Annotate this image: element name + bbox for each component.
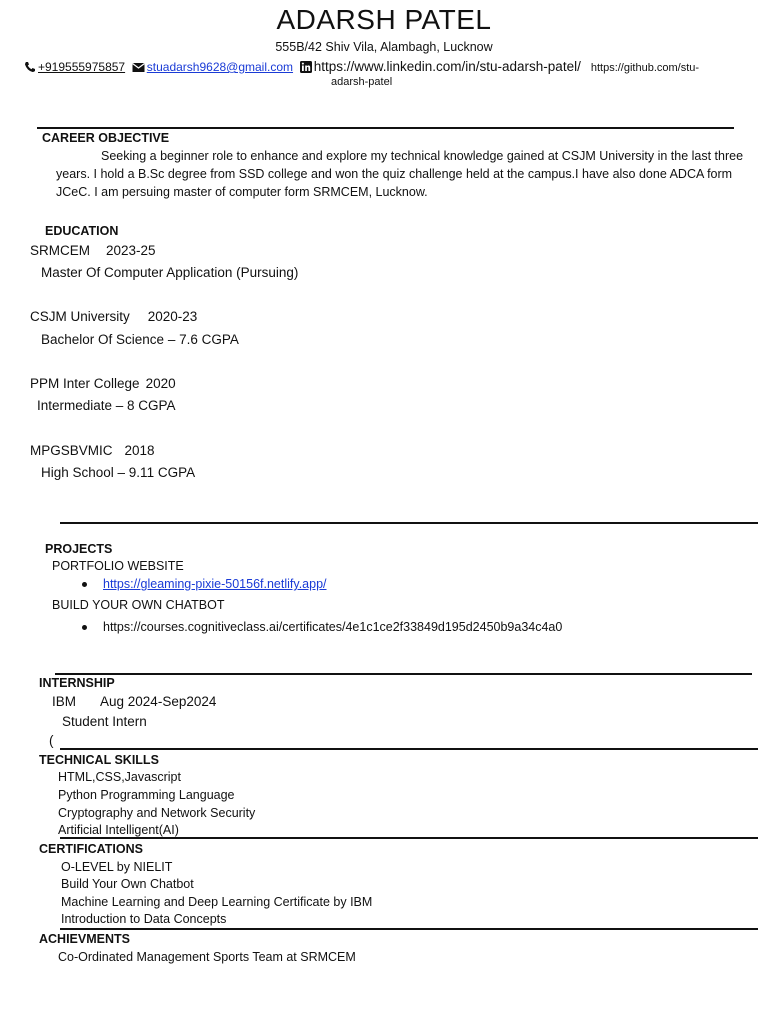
education-degree: Bachelor Of Science – 7.6 CGPA — [41, 332, 239, 347]
linkedin-link[interactable]: https://www.linkedin.com/in/stu-adarsh-patel/ — [313, 59, 581, 74]
phone-icon — [24, 61, 36, 76]
skill-item: HTML,CSS,Javascript — [58, 770, 181, 784]
education-school: MPGSBVMIC 2018 — [30, 443, 155, 458]
education-school: PPM Inter College 2020 — [30, 376, 176, 391]
divider — [60, 522, 758, 524]
contact-line — [24, 59, 699, 76]
career-text-line: JCeC. I am persuing master of computer form SRMCEM, Lucknow. — [56, 185, 428, 199]
linkedin-icon — [300, 61, 312, 76]
section-heading-projects: PROJECTS — [45, 542, 113, 556]
skill-item: Artificial Intelligent(AI) — [58, 823, 179, 837]
education-school: SRMCEM 2023-25 — [30, 243, 156, 258]
section-heading-internship: INTERNSHIP — [39, 676, 115, 690]
project-title: PORTFOLIO WEBSITE — [52, 559, 184, 573]
divider — [60, 837, 758, 839]
divider — [55, 673, 752, 675]
divider — [37, 127, 734, 129]
project-link[interactable]: https://courses.cognitiveclass.ai/certificates/4e1c1ce2f33849d195d2450b9a34c4a0 — [103, 620, 563, 634]
education-school: CSJM University 2020-23 — [30, 309, 198, 324]
skill-item: Cryptography and Network Security — [58, 806, 256, 820]
section-heading-skills: TECHNICAL SKILLS — [39, 753, 159, 767]
education-degree: Intermediate – 8 CGPA — [37, 398, 176, 413]
stray-character: ( — [49, 733, 54, 748]
internship-role: Student Intern — [62, 714, 147, 729]
certification-item: O-LEVEL by NIELIT — [61, 860, 173, 874]
divider — [60, 748, 758, 750]
career-text-line: years. I hold a B.Sc degree from SSD college and won the quiz challenge held at the campus.I have also done ADCA form — [56, 167, 733, 181]
internship-company: IBM Aug 2024-Sep2024 — [52, 694, 217, 709]
phone-link[interactable]: +919555975857 — [38, 60, 126, 74]
address: 555B/42 Shiv Vila, Alambagh, Lucknow — [275, 40, 493, 54]
github-link-continued[interactable]: adarsh-patel — [331, 76, 393, 88]
section-heading-career: CAREER OBJECTIVE — [42, 131, 170, 145]
resume-name: ADARSH PATEL — [276, 4, 492, 35]
certification-item: Introduction to Data Concepts — [61, 912, 227, 926]
project-link[interactable]: https://gleaming-pixie-50156f.netlify.app/ — [103, 577, 327, 591]
certification-item: Machine Learning and Deep Learning Certificate by IBM — [61, 895, 373, 909]
project-title: BUILD YOUR OWN CHATBOT — [52, 598, 225, 612]
github-link[interactable]: https://github.com/stu- — [590, 62, 700, 74]
achievement-item: Co-Ordinated Management Sports Team at SRMCEM — [58, 950, 356, 964]
skill-item: Python Programming Language — [58, 788, 235, 802]
education-degree: Master Of Computer Application (Pursuing) — [41, 265, 299, 280]
divider — [60, 928, 758, 930]
envelope-icon — [132, 62, 145, 76]
education-degree: High School – 9.11 CGPA — [41, 465, 196, 480]
section-heading-achievements: ACHIEVMENTS — [39, 932, 130, 946]
certification-item: Build Your Own Chatbot — [61, 877, 194, 891]
email-link[interactable]: stuadarsh9628@gmail.com — [146, 60, 294, 74]
bullet — [82, 625, 87, 630]
section-heading-certifications: CERTIFICATIONS — [39, 842, 143, 856]
career-text-line: Seeking a beginner role to enhance and explore my technical knowledge gained at CSJM University in the last three — [101, 149, 744, 163]
bullet — [82, 582, 87, 587]
section-heading-education: EDUCATION — [45, 224, 119, 238]
